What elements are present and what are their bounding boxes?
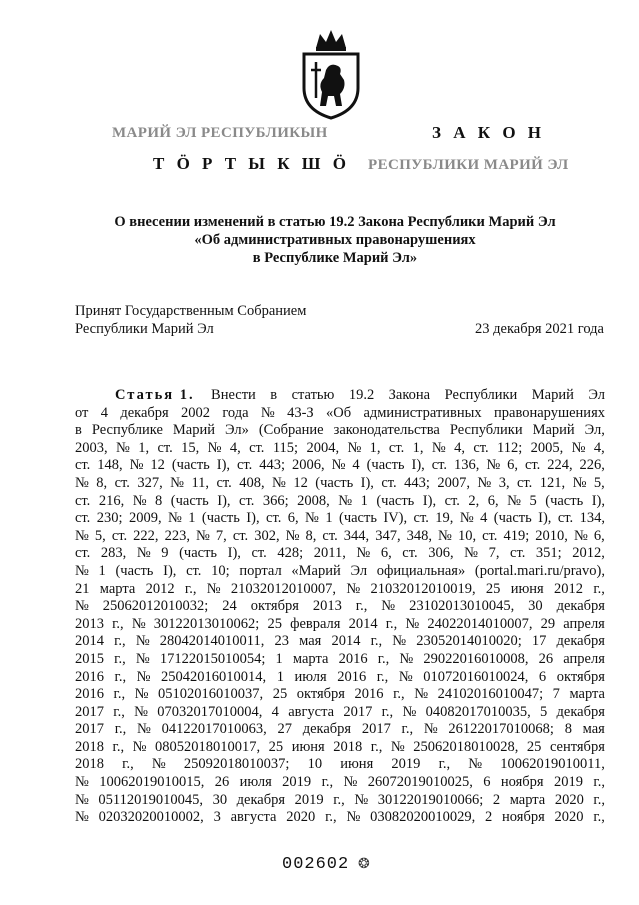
serial-number: 002602 (282, 855, 350, 874)
adopted-by (75, 302, 306, 338)
body-line: 2018 г., № 08052018010017, 25 июня 2018 г., № 25062018010028, 25 сентября (75, 738, 605, 755)
body-line: 2003, № 1, ст. 15, № 4, ст. 115; 2004, № 1, ст. 1, № 4, ст. 112; 2005, № 4, (75, 439, 605, 456)
adoption-date: 23 декабря 2021 года (475, 321, 604, 337)
body-line: № 05112019010045, 30 декабря 2019 г., № 30122019010066; 2 марта 2020 г., (75, 791, 605, 808)
body-line: № 1 (часть I), ст. 10; портал «Марий Эл официальная» (portal.mari.ru/pravo), (75, 562, 605, 579)
article-lead: Статья 1. (115, 387, 195, 403)
body-line: ст. 216, № 8 (часть I), ст. 366; 2008, № 1 (часть I), ст. 2, 6, № 5 (часть I), (75, 492, 605, 509)
body-line: от 4 декабря 2002 года № 43-З «Об административных правонарушениях (75, 404, 605, 421)
body-line: 2014 г., № 28042014010011, 23 мая 2014 г., № 23052014010020; 17 декабря (75, 633, 605, 650)
body-line: 2017 г., № 07032017010004, 4 августа 2017 г., № 04082017010035, 5 декабря (75, 703, 605, 720)
header-law-mari: Т Ӧ Р Т Ы К Ш Ӧ (153, 154, 350, 173)
adopted-line: Принят Государственным Собранием (75, 303, 307, 319)
title-line: в Республике Марий Эл» (252, 250, 418, 266)
header-republic-mari-el: РЕСПУБЛИКИ МАРИЙ ЭЛ (368, 157, 569, 173)
body-line: ст. 148, № 12 (часть I), ст. 443; 2006, № 4 (часть I), ст. 136, № 6, ст. 224, 226, (75, 457, 605, 474)
body-line: 2016 г., № 25042016010014, 1 июля 2016 г., № 01072016010024, 6 октября (75, 668, 605, 685)
adopted-line: Республики Марий Эл (75, 321, 214, 337)
body-line: в Республике Марий Эл» (Собрание законодательства Республики Марий Эл, (75, 422, 605, 439)
body-line: № 5, ст. 222, 223, № 7, ст. 302, № 8, ст. 344, 347, 348, № 10, ст. 419; 2010, № 6, (75, 527, 605, 544)
body-line: № 8, ст. 327, № 11, ст. 408, № 12 (часть I), ст. 443; 2007, № 3, ст. 121, № 5, (75, 474, 605, 491)
body-line: 21 марта 2012 г., № 21032012010007, № 21032012010019, 25 июня 2012 г., (75, 580, 605, 597)
body-line: № 10062019010015, 26 июля 2019 г., № 26072019010025, 6 ноября 2019 г., (75, 774, 605, 791)
title-line: «Об административных правонарушениях (194, 232, 476, 248)
body-line: № 02032020010002, 3 августа 2020 г., № 03082020010029, 2 ноября 2020 г., (75, 809, 605, 826)
body-line: 2015 г., № 17122015010054; 1 марта 2016 г., № 29022016010008, 26 апреля (75, 650, 605, 667)
coat-of-arms-icon (296, 22, 366, 122)
header-mari-republic: МАРИЙ ЭЛ РЕСПУБЛИКЫН (112, 125, 328, 141)
body-line: 2013 г., № 30122013010062; 25 февраля 2014 г., № 24022014010007, 29 апреля (75, 615, 605, 632)
document-title (70, 213, 600, 267)
body-line: № 25062012010032; 24 октября 2013 г., № 23102013010045, 30 декабря (75, 598, 605, 615)
ornament-icon: ❂ (358, 857, 370, 872)
body-line: ст. 283, № 9 (часть I), ст. 428; 2011, № 6, ст. 306, № 7, ст. 351; 2012, (75, 545, 605, 562)
title-line: О внесении изменений в статью 19.2 Закона Республики Марий Эл (114, 214, 556, 230)
header-law: З А К О Н (432, 123, 546, 142)
body-line: 2018 г., № 25092018010037; 10 июня 2019 г., № 10062019010011, (75, 756, 605, 773)
article-body (75, 387, 605, 827)
body-line: 2016 г., № 05102016010037, 25 октября 2016 г., № 24102016010047; 7 марта (75, 686, 605, 703)
body-line: ст. 230; 2009, № 1 (часть I), ст. 6, № 1 (часть IV), ст. 19, № 4 (часть I), ст. 134, (75, 510, 605, 527)
body-line: 2017 г., № 04122017010063, 27 декабря 2017 г., № 26122017010068; 8 мая (75, 721, 605, 738)
body-line: Статья 1. Внести в статью 19.2 Закона Республики Марий Эл (115, 387, 605, 403)
